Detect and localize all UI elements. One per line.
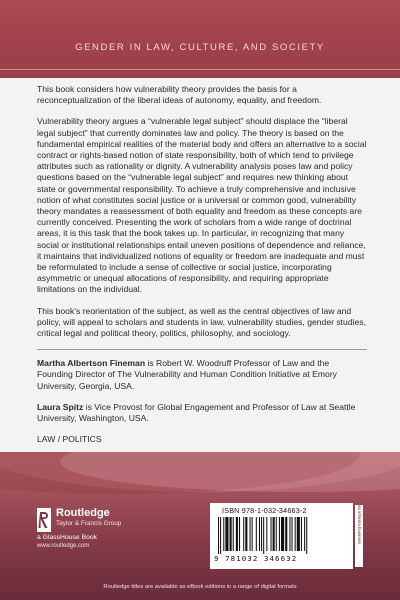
isbn-barcode [210, 503, 353, 569]
subject-category: LAW / POLITICS [37, 434, 102, 444]
barcode-bar [306, 517, 307, 554]
barcode-bar [271, 517, 272, 551]
author-bio-2 [37, 402, 367, 424]
author-bio-text: is Robert W. Woodruff Professor of Law and the Founding Director of The Vulnerability and Human Condition Initiative at Emory University, Georgia, USA. [37, 358, 337, 391]
barcode-bar [218, 517, 219, 554]
barcode-bar [263, 517, 264, 554]
barcode-bar [304, 517, 305, 551]
barcode-bar [243, 517, 244, 551]
barcode-bar [239, 517, 240, 551]
isbn-number: ISBN 978-1-032-34663-2 [222, 506, 307, 515]
informa-text: an informa business [357, 505, 362, 545]
barcode-bar [261, 517, 262, 551]
barcode-bar [285, 517, 287, 551]
barcode-bar [297, 517, 300, 551]
barcode-bar [295, 517, 296, 551]
blurb-paragraph-intro: This book considers how vulnerability theory provides the basis for a reconceptualization of the liberal ideas of autonomy, equality, and freedom. [37, 84, 322, 106]
author-name: Laura Spitz [37, 401, 84, 412]
barcode-bar [256, 517, 257, 551]
author-name: Martha Albertson Fineman [37, 358, 146, 369]
author-bio-1 [37, 358, 367, 392]
ean-digits: 9 781032 346632 [214, 554, 298, 563]
series-banner [0, 0, 400, 78]
barcode-bar [301, 517, 302, 551]
informa-label [355, 505, 363, 567]
blurb-paragraph-audience: This book’s reorientation of the subject, as well as the central objectives of law and policy, will appeal to scholars and students in law, vulnerability studies, gender studies, critical legal and political theory, politics, philosophy, and sociology. [37, 305, 366, 339]
author-bio-text: is Vice Provost for Global Engagement and Professor of Law at Seattle University, Washington, USA. [37, 401, 356, 424]
series-title: GENDER IN LAW, CULTURE, AND SOCIETY [75, 42, 325, 53]
barcode-bar [220, 517, 221, 554]
barcode-bar [230, 517, 232, 551]
barcode-bar [273, 517, 275, 551]
barcode-bar [236, 517, 238, 551]
barcode-bar [289, 517, 290, 551]
blurb-paragraph-main: Vulnerability theory argues a “vulnerable legal subject” should displace the “liberal legal subject” that currently dominates law and policy. The theory is based on the fundamental empirical realities of the material body and offers an alternative to a social contract or rights-based notion of state responsibility, both of which tend to privilege attributes such as rationality or dignity. A vulnerability analysis poses law and policy questions based on the “vulnerable legal subject” and requires new thinking about state or governmental responsibility. To achieve a truly comprehensive and inclusive notion of what constitutes social justice or a universal or common good, vulnerability theory mandates a reassessment of both equality and freedom as these concepts are currently conceived. Presenting the work of scholars from a wide range of doctrinal areas, it is this task that the book takes up. In particular, in recognizing that many social or institutional relationships entail uneven positions of dependence and reliance, it maintains that individualized notions of equality or freedom are inadequate and must be reformulated to include a sense of collective or social justice, incorporating asymmetric or unequal allocations of responsibility, and requiring appropriate limitations on the individual. [37, 116, 367, 295]
barcode-bar [279, 517, 280, 551]
publisher-imprint: a GlassHouse Book [37, 534, 98, 541]
banner-rule [0, 69, 400, 70]
barcode-bar [250, 517, 251, 551]
section-divider [37, 349, 367, 350]
barcode-bar [259, 517, 260, 551]
publisher-url: www.routledge.com [37, 543, 90, 549]
barcode-bar [225, 517, 228, 551]
publisher-group: Taylor & Francis Group [56, 520, 122, 527]
barcode-bars [218, 517, 346, 554]
barcode-bar [245, 517, 247, 551]
ebook-note: Routledge titles are available as eBook editions in a range of digital formats [103, 584, 297, 590]
barcode-bar [233, 517, 234, 551]
publisher-name: Routledge [56, 507, 110, 519]
barcode-bar [281, 517, 284, 551]
barcode-bar [276, 517, 277, 551]
barcode-bar [292, 517, 293, 551]
barcode-bar [223, 517, 224, 551]
routledge-r-icon [37, 508, 51, 532]
barcode-bar [252, 517, 253, 551]
blurb [37, 84, 367, 434]
barcode-bar [266, 517, 267, 551]
